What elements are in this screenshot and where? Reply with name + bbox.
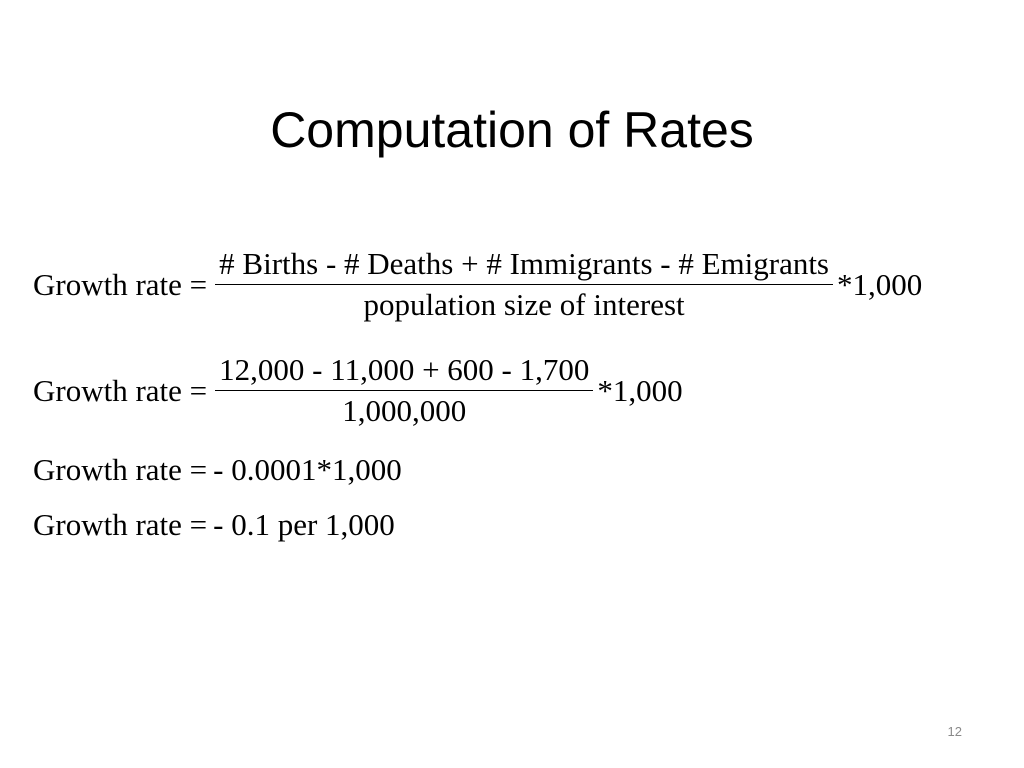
equation-lhs: Growth rate =	[33, 266, 208, 302]
growth-rate-intermediate	[33, 452, 402, 488]
fraction	[215, 352, 593, 429]
fraction-denominator: 1,000,000	[215, 390, 593, 429]
growth-rate-substitution	[33, 352, 683, 429]
fraction-numerator: # Births - # Deaths + # Immigrants - # Emigrants	[219, 246, 829, 281]
slide-title: Computation of Rates	[270, 101, 754, 158]
equation-multiplier: *1,000	[597, 372, 683, 408]
equation-lhs: Growth rate =	[33, 372, 208, 408]
page-number: 12	[947, 724, 962, 739]
equation-rhs: - 0.1 per 1,000	[213, 507, 395, 542]
fraction-denominator: population size of interest	[215, 284, 833, 323]
equation-lhs: Growth rate =	[33, 507, 208, 542]
growth-rate-formula	[33, 246, 922, 323]
fraction	[215, 246, 833, 323]
growth-rate-result	[33, 507, 395, 543]
equation-rhs: - 0.0001*1,000	[213, 452, 402, 487]
equation-multiplier: *1,000	[837, 266, 923, 302]
fraction-numerator: 12,000 - 11,000 + 600 - 1,700	[219, 352, 590, 387]
equation-lhs: Growth rate =	[33, 452, 208, 487]
